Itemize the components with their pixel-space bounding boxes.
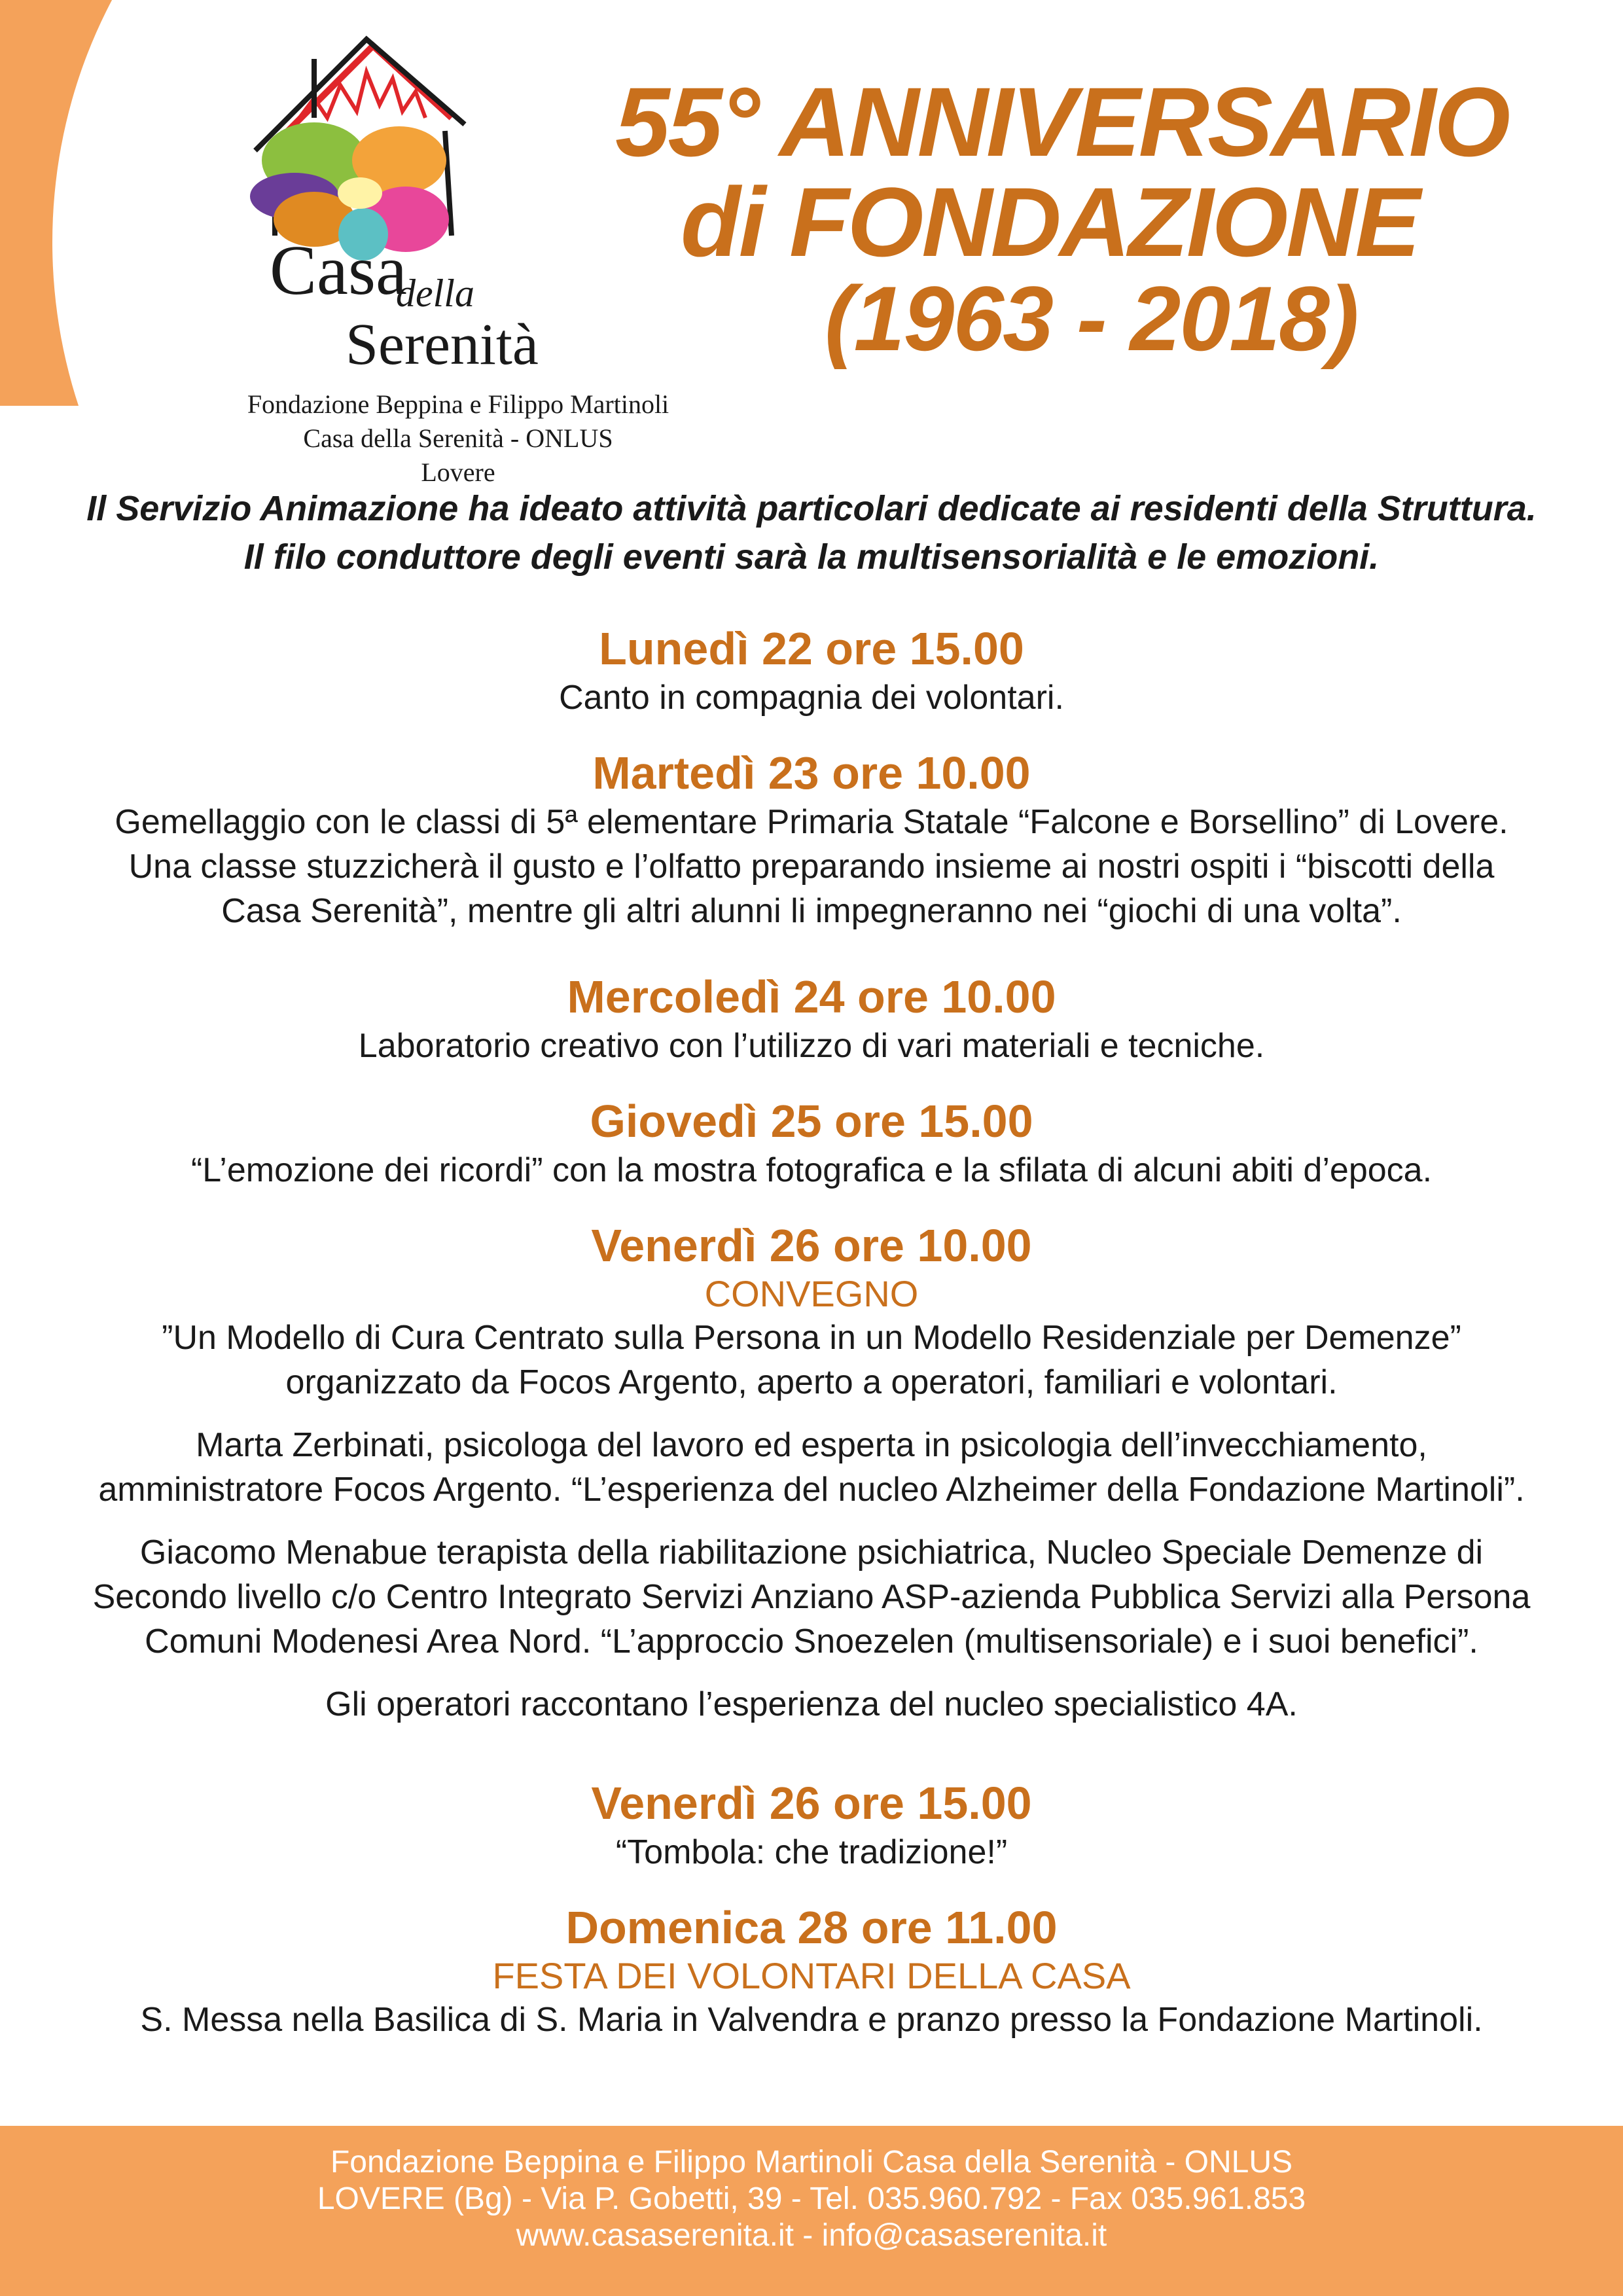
event-paragraph [26,1423,1597,1512]
logo [98,20,669,487]
footer-address: LOVERE (Bg) - Via P. Gobetti, 39 - Tel. 035.960.792 - Fax 035.961.853 [317,2181,1306,2216]
event-sunday [26,1901,1597,2042]
footer-web-email: www.casaserenita.it - info@casaserenita.it [516,2218,1107,2253]
event-heading: Venerdì 26 ore 15.00 [591,1778,1032,1829]
event-paragraph-line: Marta Zerbinati, psicologa del lavoro ed esperta in psicologia dell’invecchiamento, [196,1426,1427,1464]
page-title [615,67,1584,370]
intro-line: Il Servizio Animazione ha ideato attività particolari dedicate ai residenti della Struttura. [86,489,1537,528]
event-heading: Mercoledì 24 ore 10.00 [567,971,1056,1022]
logo-name-casa: Casa [270,232,407,310]
event-description: Canto in compagnia dei volontari. [559,679,1064,717]
event-thursday [26,1094,1597,1193]
event-paragraph [26,1530,1597,1664]
event-heading: Lunedì 22 ore 15.00 [599,623,1024,674]
event-paragraph-line: Secondo livello c/o Centro Integrato Servizi Anziano ASP-azienda Pubblica Servizi alla Persona [92,1578,1531,1616]
logo-subtitle-line: Casa della Serenità - ONLUS [303,423,613,453]
event-description: “L’emozione dei ricordi” con la mostra fotografica e la sfilata di alcuni abiti d’epoca. [190,1151,1433,1189]
logo-name-serenita: Serenità [346,312,539,377]
event-wednesday [26,970,1597,1068]
event-paragraph [26,1682,1597,1727]
footer [0,2126,1623,2296]
event-paragraph-line: ”Un Modello di Cura Centrato sulla Persona in un Modello Residenziale per Demenze” [162,1319,1461,1357]
event-description [26,800,1597,933]
event-paragraph-line: amministratore Focos Argento. “L’esperienza del nucleo Alzheimer della Fondazione Martinoli”. [98,1471,1525,1509]
event-paragraph-line: Giacomo Menabue terapista della riabilitazione psichiatrica, Nucleo Speciale Demenze di [139,1534,1484,1571]
event-description: S. Messa nella Basilica di S. Maria in Valvendra e pranzo presso la Fondazione Martinoli. [140,2001,1483,2039]
event-description: “Tombola: che tradizione!” [615,1833,1008,1871]
event-paragraph-line: Comuni Modenesi Area Nord. “L’approccio Snoezelen (multisensoriale) e i suoi benefici”. [145,1623,1478,1660]
event-subheading: CONVEGNO [704,1273,919,1314]
event-heading: Martedì 23 ore 10.00 [592,747,1031,798]
event-description-line: Casa Serenità”, mentre gli altri alunni li impegneranno nei “giochi di una volta”. [221,892,1402,930]
event-heading: Venerdì 26 ore 10.00 [591,1220,1032,1271]
event-friday-afternoon [26,1776,1597,1874]
logo-subtitle-line: Lovere [421,457,495,487]
event-heading: Giovedì 25 ore 15.00 [590,1096,1033,1147]
event-subheading: FESTA DEI VOLONTARI DELLA CASA [492,1955,1131,1996]
event-friday-morning [26,1219,1597,1727]
events-list [26,622,1597,2042]
title-line-3: (1963 - 2018) [825,267,1358,370]
event-paragraph-line: Gli operatori raccontano l’esperienza del nucleo specialistico 4A. [325,1685,1298,1723]
event-description: Laboratorio creativo con l’utilizzo di vari materiali e tecniche. [358,1027,1265,1065]
event-tuesday [26,746,1597,933]
event-description-line: Una classe stuzzicherà il gusto e l’olfatto preparando insieme ai nostri ospiti i “biscotti della [128,848,1495,886]
event-description-line: Gemellaggio con le classi di 5ª elementare Primaria Statale “Falcone e Borsellino” di Lovere. [115,803,1508,841]
event-heading: Domenica 28 ore 11.00 [565,1902,1058,1953]
event-paragraph [26,1316,1597,1405]
logo-subtitle [177,387,740,490]
intro-text [26,484,1597,581]
intro-line: Il filo conduttore degli eventi sarà la multisensorialità e le emozioni. [243,537,1380,577]
logo-name-della: della [396,272,474,315]
footer-org-name: Fondazione Beppina e Filippo Martinoli Casa della Serenità - ONLUS [330,2145,1293,2179]
title-line-1: 55° ANNIVERSARIO [615,67,1509,177]
logo-subtitle-line: Fondazione Beppina e Filippo Martinoli [247,389,669,419]
event-paragraph-line: organizzato da Focos Argento, aperto a operatori, familiari e volontari. [285,1363,1338,1401]
title-line-2: di FONDAZIONE [681,167,1419,277]
event-monday [26,622,1597,720]
